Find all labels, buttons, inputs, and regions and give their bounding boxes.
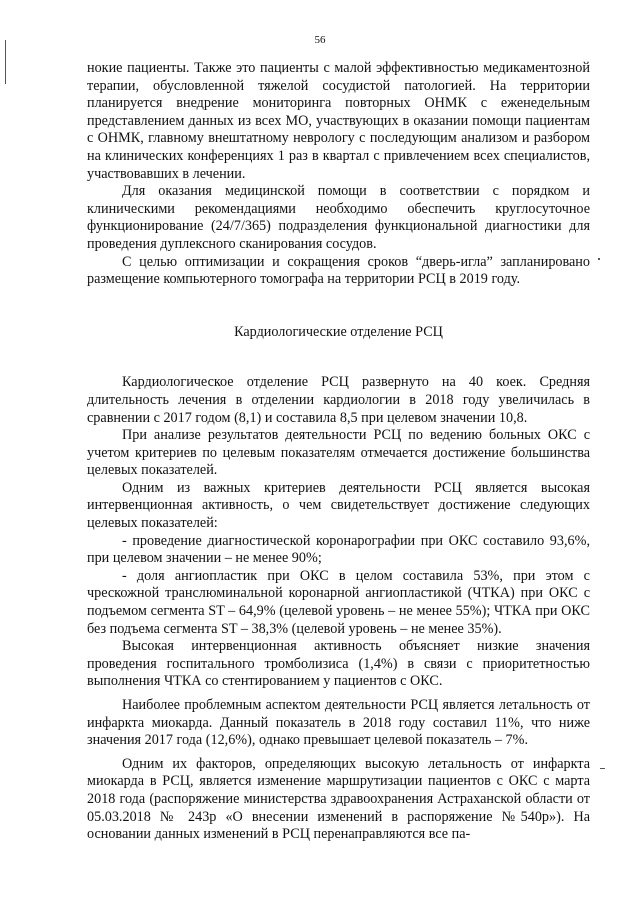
section-heading: Кардиологические отделение РСЦ xyxy=(234,323,443,340)
paragraph-11: Одним их факторов, определяющих высокую летальность от инфаркта миокарда в РСЦ, является изменение маршрутизации пациентов с ОКС с марта 2018 года (распоряжение министерства здравоохранения Астраханской области от 05.03.2018 № 243р «О внесении изменений в распоряжение №540р»). На основании данных изменений в РСЦ перенаправляются все па- xyxy=(87,755,590,843)
paragraph-6: Одним из важных критериев деятельности РСЦ является высокая интервенционная активность, о чем свидетельствует достижение следующих целевых показателей: xyxy=(87,479,590,532)
paragraph-4: Кардиологическое отделение РСЦ развернуто на 40 коек. Средняя длительность лечения в отделении кардиологии в 2018 году увеличилась в сравнении с 2017 годом (8,1) и составила 8,5 при целевом значении 10,8. xyxy=(87,374,590,426)
document-body xyxy=(87,60,590,844)
paragraph-2: Для оказания медицинской помощи в соответствии с порядком и клиническими рекомендациями необходимо обеспечить круглосуточное функционирование (24/7/365) подразделения функциональной диагностики для проведения дуплексного сканирования сосудов. xyxy=(87,183,590,252)
paragraph-7: - проведение диагностической коронарографии при ОКС составило 93,6%, при целевом значении – не менее 90%; xyxy=(87,532,590,567)
scan-edge-mark xyxy=(5,40,6,84)
paragraph-3: С целью оптимизации и сокращения сроков “дверь-игла” запланировано размещение компьютерного томографа на территории РСЦ в 2019 году. xyxy=(87,253,590,288)
paragraph-10: Наиболее проблемным аспектом деятельности РСЦ является летальность от инфаркта миокарда. Данный показатель в 2018 году составил 11%, что ниже значения 2017 года (12,6%), однако превышает целевой показатель – 7%. xyxy=(87,697,590,749)
paragraph-9: Высокая интервенционная активность объясняет низкие значения проведения госпитального тромболизиса (1,4%) в связи с приоритетностью выполнения ЧТКА со стентированием у пациентов с ОКС. xyxy=(87,638,590,690)
paragraph-1: нокие пациенты. Также это пациенты с малой эффективностью медикаментозной терапии, обусловленной тяжелой сосудистой патологией. На территории планируется внедрение мониторинга повторных ОНМК с еженедельным представлением данных из всех МО, участвующих в оказании помощи пациентам с ОНМК, главному внештатному неврологу с последующим анализом и разбором на клинических конференциях 1 раз в квартал с привлечением всех специалистов, участвовавших в лечении. xyxy=(87,60,590,182)
page-number: 56 xyxy=(314,34,326,46)
scan-speck xyxy=(600,768,605,769)
paragraph-8: - доля ангиопластик при ОКС в целом составила 53%, при этом с чрескожной транслюминальной коронарной ангиопластикой (ЧТКА) при ОКС с подъемом сегмента ST – 64,9% (целевой уровень – не менее 55%); ЧТКА при ОКС без подъема сегмента ST – 38,3% (целевой уровень – не менее 35%). xyxy=(87,567,590,637)
paragraph-5: При анализе результатов деятельности РСЦ по ведению больных ОКС с учетом критериев по целевым показателям отмечается достижение большинства целевых показателей. xyxy=(87,427,590,479)
scan-speck xyxy=(598,258,600,260)
